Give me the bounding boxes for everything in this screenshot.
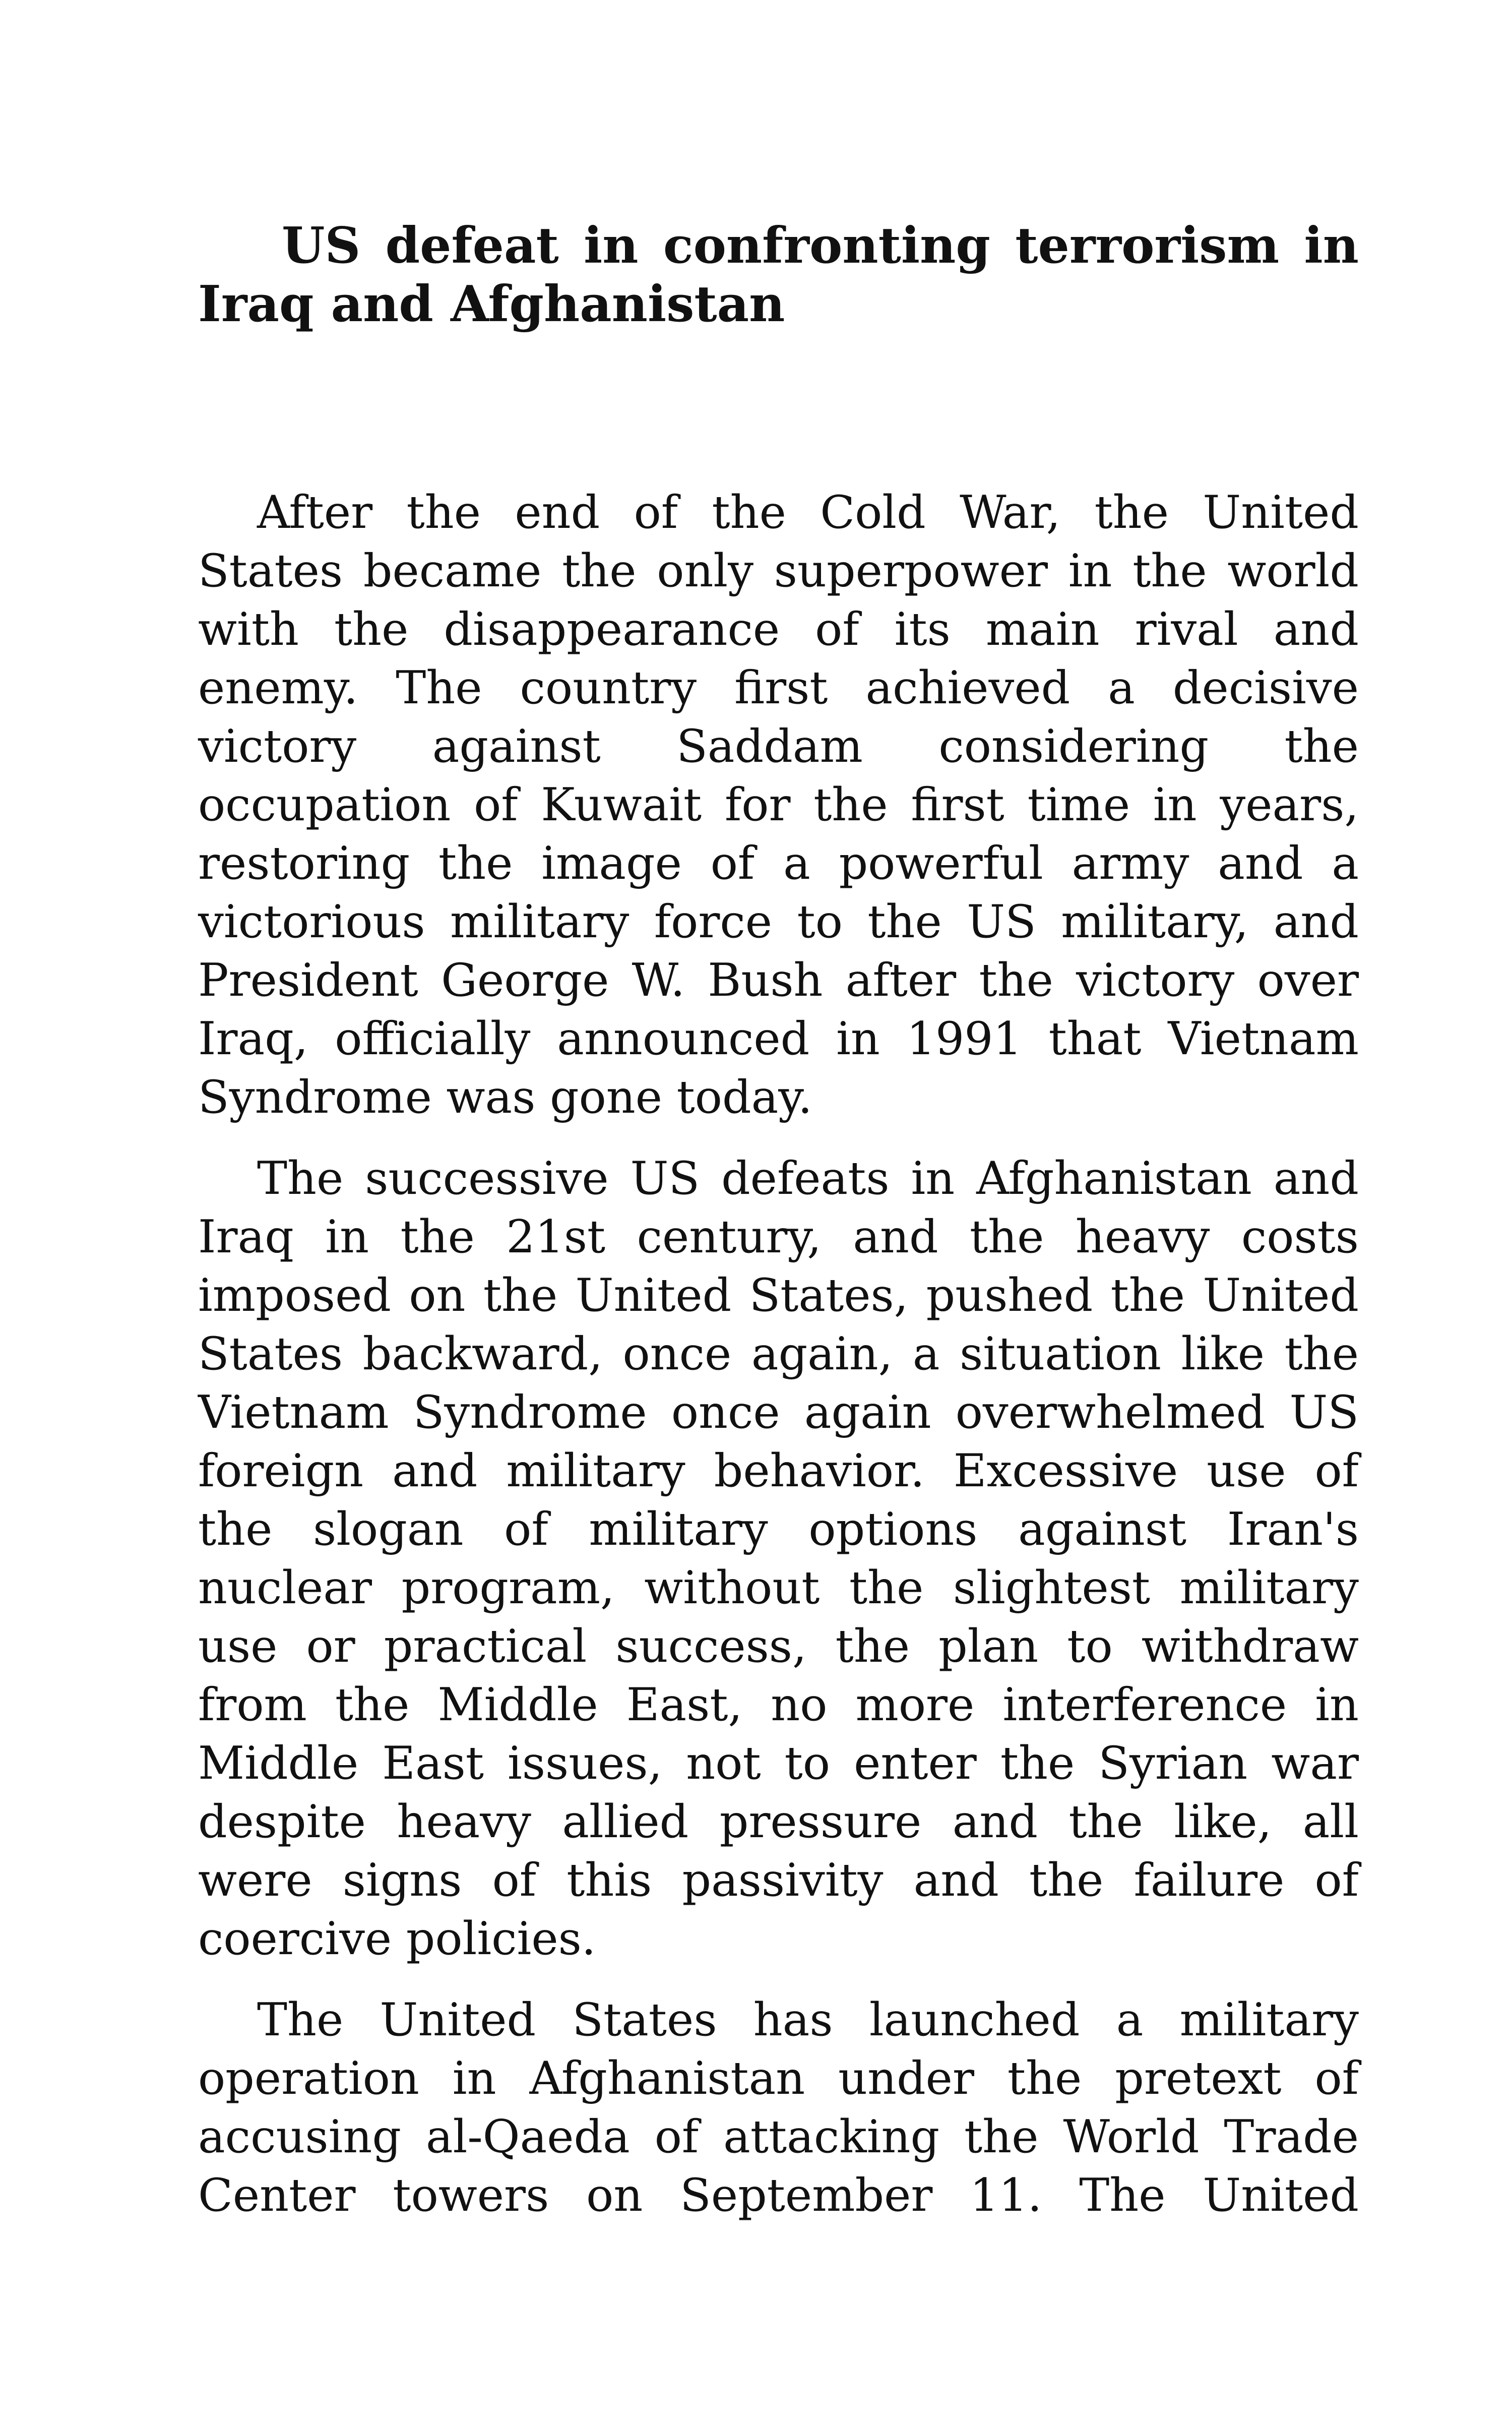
section-title: US defeat in confronting terrorism in Iraq and Afghanistan bbox=[198, 217, 1359, 333]
paragraph-1: After the end of the Cold War, the United States became the only superpower in the world with the disappearance of its main rival and enemy. The country first achieved a decisive victory against Saddam considering the occupation of Kuwait for the first time in years, restoring the image of a powerful army and a victorious military force to the US military, and President George W. Bush after the victory over Iraq, officially announced in 1991 that Vietnam Syndrome was gone today. bbox=[198, 486, 1359, 1124]
body-text bbox=[198, 483, 1359, 2225]
paragraph-2: The successive US defeats in Afghanistan and Iraq in the 21st century, and the heavy costs imposed on the United States, pushed the United States backward, once again, a situation like the Vietnam Syndrome once again overwhelmed US foreign and military behavior. Excessive use of the slogan of military options against Iran's nuclear program, without the slightest military use or practical success, the plan to withdraw from the Middle East, no more interference in Middle East issues, not to enter the Syrian war despite heavy allied pressure and the like, all were signs of this passivity and the failure of coercive policies. bbox=[198, 1152, 1359, 1965]
paragraph-3: The United States has launched a military operation in Afghanistan under the pretext of accusing al-Qaeda of attacking the World Trade Center towers on September 11. The United bbox=[198, 1993, 1359, 2222]
page-content bbox=[198, 217, 1359, 2248]
